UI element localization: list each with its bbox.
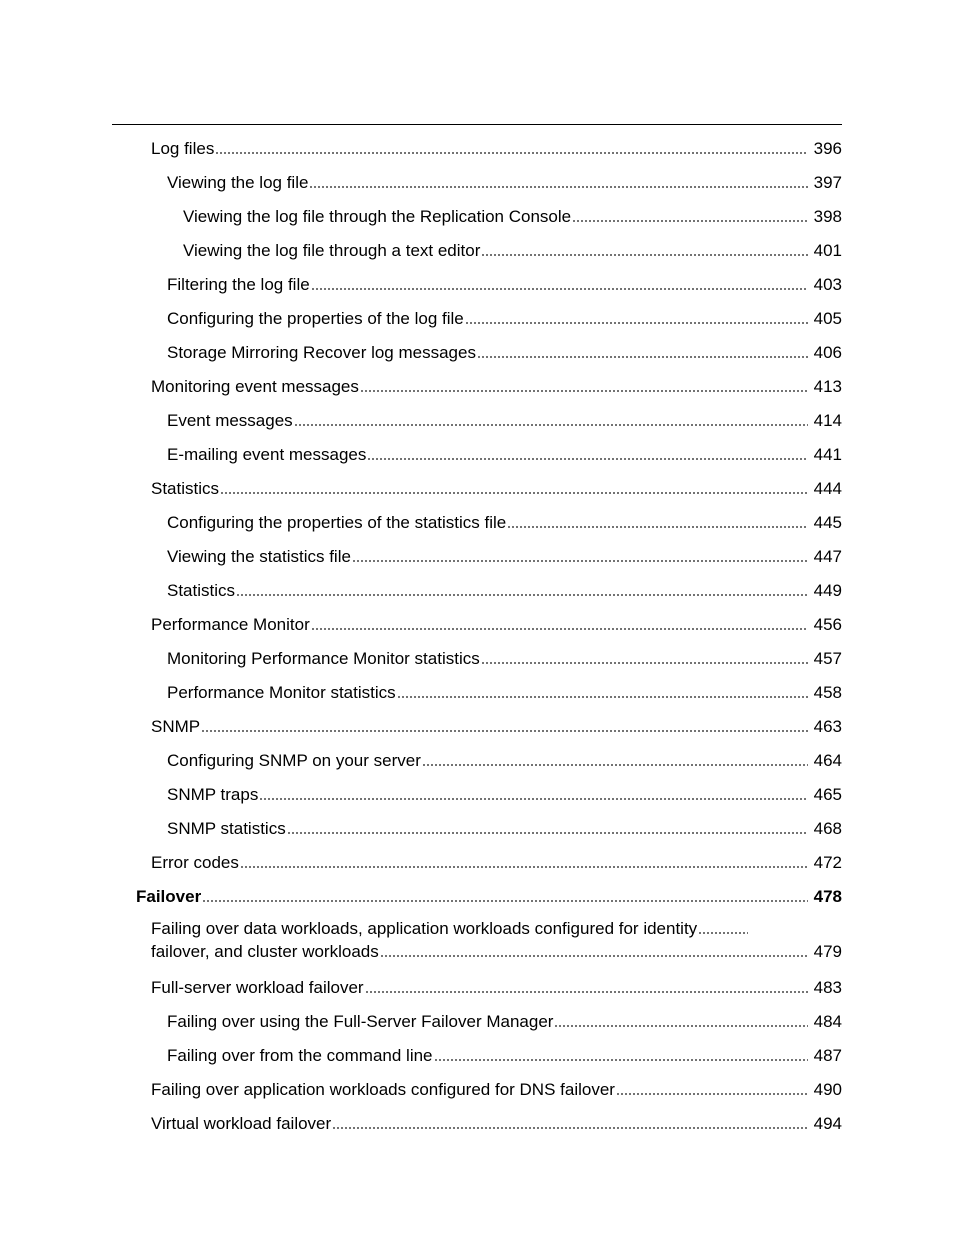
toc-entry-title: Failover bbox=[136, 887, 202, 906]
toc-entry-page: 414 bbox=[813, 411, 842, 430]
toc-entry-page: 456 bbox=[813, 615, 842, 634]
dot-leader bbox=[287, 832, 808, 834]
dot-leader bbox=[397, 696, 808, 698]
toc-entry-page: 484 bbox=[813, 1012, 842, 1031]
toc-entry[interactable] bbox=[0, 847, 954, 881]
toc-entry[interactable] bbox=[0, 473, 954, 507]
toc-entry-page: 403 bbox=[813, 275, 842, 294]
toc-entry-page: 406 bbox=[813, 343, 842, 362]
toc-chapter-entry[interactable] bbox=[0, 881, 954, 915]
toc-entry-title: Configuring the properties of the log file bbox=[167, 309, 464, 328]
dot-leader bbox=[481, 662, 808, 664]
toc-entry[interactable] bbox=[0, 371, 954, 405]
toc-entry-title: Viewing the log file bbox=[167, 173, 309, 192]
toc-entry-page: 479 bbox=[813, 942, 842, 961]
toc-entry-page: 478 bbox=[813, 887, 842, 906]
toc-entry-title: Performance Monitor bbox=[151, 615, 310, 634]
toc-entry[interactable] bbox=[0, 779, 954, 813]
toc-entry-title: Failing over using the Full-Server Failover Manager bbox=[167, 1012, 554, 1031]
toc-entry-page: 444 bbox=[813, 479, 842, 498]
toc-entry-title: Virtual workload failover bbox=[151, 1114, 332, 1133]
header-rule bbox=[112, 124, 842, 125]
toc-entry-title: Error codes bbox=[151, 853, 239, 872]
toc-entry-title: Event messages bbox=[167, 411, 293, 430]
toc-entry-page: 472 bbox=[813, 853, 842, 872]
toc-entry[interactable] bbox=[0, 541, 954, 575]
toc-entry[interactable] bbox=[0, 915, 954, 972]
toc-entry[interactable] bbox=[0, 1074, 954, 1108]
toc-entry[interactable] bbox=[0, 337, 954, 371]
toc-entry-title: Viewing the statistics file bbox=[167, 547, 351, 566]
toc-entry[interactable] bbox=[0, 745, 954, 779]
dot-leader bbox=[294, 424, 808, 426]
toc-entry-title: Filtering the log file bbox=[167, 275, 310, 294]
toc-entry-title: SNMP bbox=[151, 717, 201, 736]
toc-entry-page: 441 bbox=[813, 445, 842, 464]
dot-leader bbox=[220, 492, 808, 494]
toc-entry-title: Storage Mirroring Recover log messages bbox=[167, 343, 476, 362]
toc-entry-title: Statistics bbox=[151, 479, 220, 498]
toc-entry[interactable] bbox=[0, 575, 954, 609]
dot-leader bbox=[311, 628, 808, 630]
toc-entry-page: 463 bbox=[813, 717, 842, 736]
toc-entry[interactable] bbox=[0, 405, 954, 439]
toc-entry[interactable] bbox=[0, 439, 954, 473]
toc-entry-page: 445 bbox=[813, 513, 842, 532]
toc-entry-page: 398 bbox=[813, 207, 842, 226]
toc-entry-page: 457 bbox=[813, 649, 842, 668]
toc-entry-title-continued: failover, and cluster workloads bbox=[151, 942, 379, 961]
toc-entry[interactable] bbox=[0, 269, 954, 303]
toc-entry-page: 487 bbox=[813, 1046, 842, 1065]
dot-leader bbox=[434, 1059, 808, 1061]
toc-entry-title: Viewing the log file through a text editor bbox=[183, 241, 481, 260]
dot-leader bbox=[698, 932, 748, 934]
toc-entry[interactable] bbox=[0, 1040, 954, 1074]
toc-entry-title: Failing over from the command line bbox=[167, 1046, 433, 1065]
toc-entry-page: 401 bbox=[813, 241, 842, 260]
toc-entry-page: 483 bbox=[813, 978, 842, 997]
dot-leader bbox=[507, 526, 807, 528]
toc-entry-title: Configuring the properties of the statistics file bbox=[167, 513, 507, 532]
toc-entry-title: Log files bbox=[151, 139, 215, 158]
dot-leader bbox=[332, 1127, 807, 1129]
toc-entry-page: 490 bbox=[813, 1080, 842, 1099]
dot-leader bbox=[554, 1025, 807, 1027]
dot-leader bbox=[201, 730, 808, 732]
dot-leader bbox=[365, 991, 808, 993]
toc-entry-title: SNMP statistics bbox=[167, 819, 286, 838]
dot-leader bbox=[360, 390, 808, 392]
dot-leader bbox=[616, 1093, 808, 1095]
toc-entry-title: SNMP traps bbox=[167, 785, 259, 804]
table-of-contents bbox=[0, 133, 954, 1142]
toc-entry[interactable] bbox=[0, 972, 954, 1006]
toc-entry-page: 464 bbox=[813, 751, 842, 770]
toc-entry[interactable] bbox=[0, 303, 954, 337]
toc-entry-page: 465 bbox=[813, 785, 842, 804]
toc-entry[interactable] bbox=[0, 1006, 954, 1040]
toc-entry[interactable] bbox=[0, 643, 954, 677]
toc-entry-page: 396 bbox=[813, 139, 842, 158]
dot-leader bbox=[236, 594, 808, 596]
toc-entry-page: 494 bbox=[813, 1114, 842, 1133]
toc-entry-title: Failing over application workloads configured for DNS failover bbox=[151, 1080, 615, 1099]
toc-entry-title: Monitoring event messages bbox=[151, 377, 359, 396]
toc-entry[interactable] bbox=[0, 133, 954, 167]
toc-entry-title: Statistics bbox=[167, 581, 236, 600]
toc-entry-page: 458 bbox=[813, 683, 842, 702]
toc-entry-title: Performance Monitor statistics bbox=[167, 683, 396, 702]
dot-leader bbox=[309, 186, 807, 188]
toc-entry-title: Full-server workload failover bbox=[151, 978, 364, 997]
dot-leader bbox=[215, 152, 807, 154]
toc-entry[interactable] bbox=[0, 677, 954, 711]
toc-entry[interactable] bbox=[0, 167, 954, 201]
dot-leader bbox=[202, 900, 807, 902]
toc-entry-page: 405 bbox=[813, 309, 842, 328]
dot-leader bbox=[259, 798, 807, 800]
toc-entry-page: 447 bbox=[813, 547, 842, 566]
dot-leader bbox=[481, 254, 807, 256]
toc-entry-page: 468 bbox=[813, 819, 842, 838]
toc-entry[interactable] bbox=[0, 507, 954, 541]
dot-leader bbox=[465, 322, 808, 324]
dot-leader bbox=[240, 866, 808, 868]
toc-entry-page: 397 bbox=[813, 173, 842, 192]
toc-entry[interactable] bbox=[0, 711, 954, 745]
dot-leader bbox=[352, 560, 808, 562]
toc-entry-page: 449 bbox=[813, 581, 842, 600]
toc-entry[interactable] bbox=[0, 609, 954, 643]
dot-leader bbox=[422, 764, 808, 766]
dot-leader bbox=[367, 458, 807, 460]
dot-leader bbox=[572, 220, 808, 222]
toc-entry-title: Viewing the log file through the Replication Console bbox=[183, 207, 572, 226]
toc-entry-title: Monitoring Performance Monitor statistics bbox=[167, 649, 480, 668]
toc-entry[interactable] bbox=[0, 1108, 954, 1142]
toc-entry[interactable] bbox=[0, 235, 954, 269]
toc-entry-title: Failing over data workloads, application workloads configured for identity bbox=[151, 919, 698, 938]
dot-leader bbox=[380, 955, 808, 957]
toc-entry[interactable] bbox=[0, 813, 954, 847]
toc-entry-title: Configuring SNMP on your server bbox=[167, 751, 421, 770]
toc-entry[interactable] bbox=[0, 201, 954, 235]
dot-leader bbox=[477, 356, 808, 358]
toc-entry-page: 413 bbox=[813, 377, 842, 396]
dot-leader bbox=[311, 288, 808, 290]
toc-entry-title: E-mailing event messages bbox=[167, 445, 367, 464]
